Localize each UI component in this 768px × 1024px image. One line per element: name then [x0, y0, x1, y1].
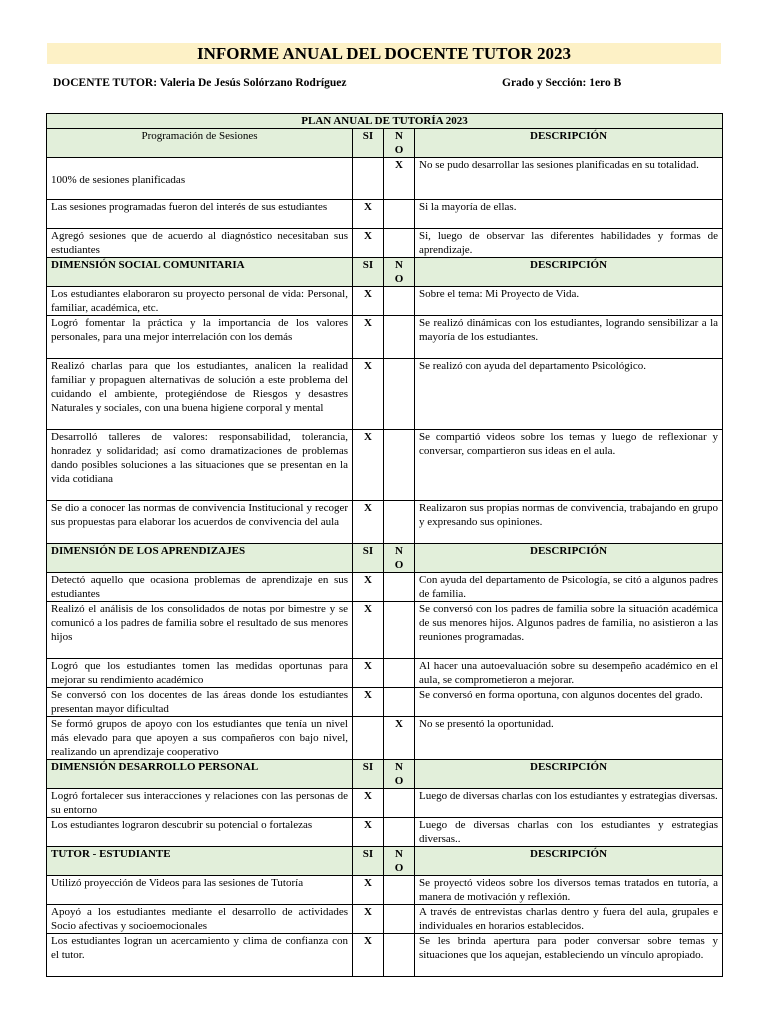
no-mark	[384, 501, 415, 544]
item-text: Logró fortalecer sus interacciones y relaciones con las personas de su entorno	[47, 789, 353, 818]
no-header-bottom: O	[394, 775, 404, 787]
item-text: Se dio a conocer las normas de convivencia Institucional y recoger sus propuestas para elaborar los acuerdos de convivencia del aula	[47, 501, 353, 544]
si-header: SI	[353, 129, 384, 158]
table-row	[47, 602, 723, 659]
no-header-bottom: O	[394, 273, 404, 285]
item-text: Agregó sesiones que de acuerdo al diagnóstico necesitaban sus estudiantes	[47, 229, 353, 258]
si-mark: X	[353, 818, 384, 847]
no-mark	[384, 430, 415, 501]
item-description: Luego de diversas charlas con los estudiantes y estrategias diversas..	[415, 818, 723, 847]
si-mark: X	[353, 287, 384, 316]
si-mark: X	[353, 359, 384, 430]
table-row	[47, 359, 723, 430]
item-text: Realizó el análisis de los consolidados de notas por bimestre y se comunicó a los padres de familia sobre el resultado de sus menores hijos	[47, 602, 353, 659]
no-header	[384, 760, 415, 789]
section-header-row	[47, 847, 723, 876]
no-header-bottom: O	[394, 862, 404, 874]
si-header: SI	[353, 847, 384, 876]
item-description: Si la mayoría de ellas.	[415, 200, 723, 229]
no-mark	[384, 688, 415, 717]
si-mark: X	[353, 229, 384, 258]
no-mark	[384, 200, 415, 229]
section-heading: Programación de Sesiones	[47, 129, 353, 158]
item-text: Desarrolló talleres de valores: responsabilidad, tolerancia, honradez y solidaridad; así como dramatizaciones de problemas dando posibles soluciones a las situaciones que se presentan en la vida cotidiana	[47, 430, 353, 501]
item-text: Logró que los estudiantes tomen las medidas oportunas para mejorar su rendimiento académico	[47, 659, 353, 688]
description-header: DESCRIPCIÓN	[415, 544, 723, 573]
section-header-row	[47, 760, 723, 789]
item-description: Sobre el tema: Mi Proyecto de Vida.	[415, 287, 723, 316]
table-row	[47, 501, 723, 544]
item-text: Se formó grupos de apoyo con los estudiantes que tenía un nivel más elevado para que apoyen a sus compañeros con bajo nivel, realizando un aprendizaje cooperativo	[47, 717, 353, 760]
no-header-bottom: O	[394, 559, 404, 571]
item-description: Realizaron sus propias normas de convivencia, trabajando en grupo y expresando sus opiniones.	[415, 501, 723, 544]
no-header	[384, 847, 415, 876]
si-mark: X	[353, 602, 384, 659]
si-mark: X	[353, 501, 384, 544]
si-mark: X	[353, 659, 384, 688]
table-row	[47, 430, 723, 501]
no-header-top: N	[395, 259, 403, 271]
item-description: Con ayuda del departamento de Psicología, se citó a algunos padres de familia.	[415, 573, 723, 602]
table-title-row	[47, 114, 723, 129]
plan-table	[46, 113, 723, 977]
no-mark	[384, 818, 415, 847]
item-description: Se les brinda apertura para poder conversar sobre temas y situaciones que los aquejan, estableciendo un vínculo apropiado.	[415, 934, 723, 977]
no-header-top: N	[395, 761, 403, 773]
section-heading: TUTOR - ESTUDIANTE	[47, 847, 353, 876]
table-row	[47, 818, 723, 847]
item-text: Los estudiantes lograron descubrir su potencial o fortalezas	[47, 818, 353, 847]
si-mark: X	[353, 688, 384, 717]
section-heading: DIMENSIÓN DESARROLLO PERSONAL	[47, 760, 353, 789]
item-description: Al hacer una autoevaluación sobre su desempeño académico en el aula, se comprometieron a mejorar.	[415, 659, 723, 688]
item-description: Se compartió videos sobre los temas y luego de reflexionar y conversar, compartieron sus ideas en el aula.	[415, 430, 723, 501]
item-text: Las sesiones programadas fueron del interés de sus estudiantes	[47, 200, 353, 229]
no-header	[384, 258, 415, 287]
si-mark: X	[353, 876, 384, 905]
table-row	[47, 688, 723, 717]
si-mark: X	[353, 430, 384, 501]
item-text: Se conversó con los docentes de las áreas donde los estudiantes presentan mayor dificultad	[47, 688, 353, 717]
table-row	[47, 934, 723, 977]
description-header: DESCRIPCIÓN	[415, 760, 723, 789]
description-header: DESCRIPCIÓN	[415, 258, 723, 287]
item-description: Se conversó en forma oportuna, con algunos docentes del grado.	[415, 688, 723, 717]
table-row	[47, 789, 723, 818]
table-row	[47, 158, 723, 200]
table-title: PLAN ANUAL DE TUTORÍA 2023	[47, 114, 723, 129]
no-mark	[384, 602, 415, 659]
no-header-bottom: O	[394, 144, 404, 156]
no-header	[384, 544, 415, 573]
si-header: SI	[353, 544, 384, 573]
no-header-top: N	[395, 130, 403, 142]
table-row	[47, 287, 723, 316]
item-text: Los estudiantes elaboraron su proyecto personal de vida: Personal, familiar, académica, etc.	[47, 287, 353, 316]
item-description: Se proyectó videos sobre los diversos temas tratados en tutoría, a manera de motivación y reflexión.	[415, 876, 723, 905]
table-row	[47, 573, 723, 602]
no-mark	[384, 905, 415, 934]
no-mark	[384, 659, 415, 688]
item-text: Apoyó a los estudiantes mediante el desarrollo de actividades Socio afectivas y socioemocionales	[47, 905, 353, 934]
si-mark: X	[353, 200, 384, 229]
item-description: No se pudo desarrollar las sesiones planificadas en su totalidad.	[415, 158, 723, 200]
si-mark	[353, 158, 384, 200]
table-row	[47, 717, 723, 760]
si-mark	[353, 717, 384, 760]
no-mark	[384, 934, 415, 977]
table-row	[47, 659, 723, 688]
no-mark: X	[384, 717, 415, 760]
grado-seccion-line: Grado y Sección: 1ero B	[502, 77, 622, 89]
item-text: Utilizó proyección de Videos para las sesiones de Tutoría	[47, 876, 353, 905]
no-header	[384, 129, 415, 158]
si-header: SI	[353, 760, 384, 789]
item-text: Detectó aquello que ocasiona problemas de aprendizaje en sus estudiantes	[47, 573, 353, 602]
table-row	[47, 316, 723, 359]
si-mark: X	[353, 316, 384, 359]
item-description: Se conversó con los padres de familia sobre la situación académica de sus menores hijos. Algunos padres de familia, no asistieron a las reuniones programadas.	[415, 602, 723, 659]
si-mark: X	[353, 573, 384, 602]
section-header-row	[47, 129, 723, 158]
no-mark: X	[384, 158, 415, 200]
docente-tutor-line: DOCENTE TUTOR: Valeria De Jesús Solórzano Rodríguez	[53, 77, 347, 89]
no-mark	[384, 359, 415, 430]
si-header: SI	[353, 258, 384, 287]
si-mark: X	[353, 934, 384, 977]
description-header: DESCRIPCIÓN	[415, 847, 723, 876]
no-mark	[384, 789, 415, 818]
item-description: Si, luego de observar las diferentes habilidades y formas de aprendizaje.	[415, 229, 723, 258]
item-description: Se realizó dinámicas con los estudiantes, logrando sensibilizar a la mayoría de los estudiantes.	[415, 316, 723, 359]
no-mark	[384, 876, 415, 905]
no-header-top: N	[395, 545, 403, 557]
item-description: No se presentó la oportunidad.	[415, 717, 723, 760]
report-title: INFORME ANUAL DEL DOCENTE TUTOR 2023	[47, 43, 721, 64]
item-description: A través de entrevistas charlas dentro y fuera del aula, grupales e individuales en horarios establecidos.	[415, 905, 723, 934]
item-text: Los estudiantes logran un acercamiento y clima de confianza con el tutor.	[47, 934, 353, 977]
item-text: 100% de sesiones planificadas	[47, 158, 353, 200]
no-mark	[384, 229, 415, 258]
description-header: DESCRIPCIÓN	[415, 129, 723, 158]
table-row	[47, 200, 723, 229]
table-row	[47, 876, 723, 905]
item-description: Luego de diversas charlas con los estudiantes y estrategias diversas.	[415, 789, 723, 818]
si-mark: X	[353, 789, 384, 818]
no-mark	[384, 287, 415, 316]
table-row	[47, 229, 723, 258]
item-description: Se realizó con ayuda del departamento Psicológico.	[415, 359, 723, 430]
section-heading: DIMENSIÓN DE LOS APRENDIZAJES	[47, 544, 353, 573]
item-text: Realizó charlas para que los estudiantes, analicen la realidad familiar y propaguen alternativas de solución a este problema del cuidando el ambiente, protegiéndose de Riesgos y desastres Naturales y sociales, con una buena higiene corporal y mental	[47, 359, 353, 430]
item-text: Logró fomentar la práctica y la importancia de los valores personales, para una mejor interrelación con los demás	[47, 316, 353, 359]
si-mark: X	[353, 905, 384, 934]
no-mark	[384, 573, 415, 602]
no-mark	[384, 316, 415, 359]
table-row	[47, 905, 723, 934]
section-header-row	[47, 258, 723, 287]
section-heading: DIMENSIÓN SOCIAL COMUNITARIA	[47, 258, 353, 287]
section-header-row	[47, 544, 723, 573]
no-header-top: N	[395, 848, 403, 860]
